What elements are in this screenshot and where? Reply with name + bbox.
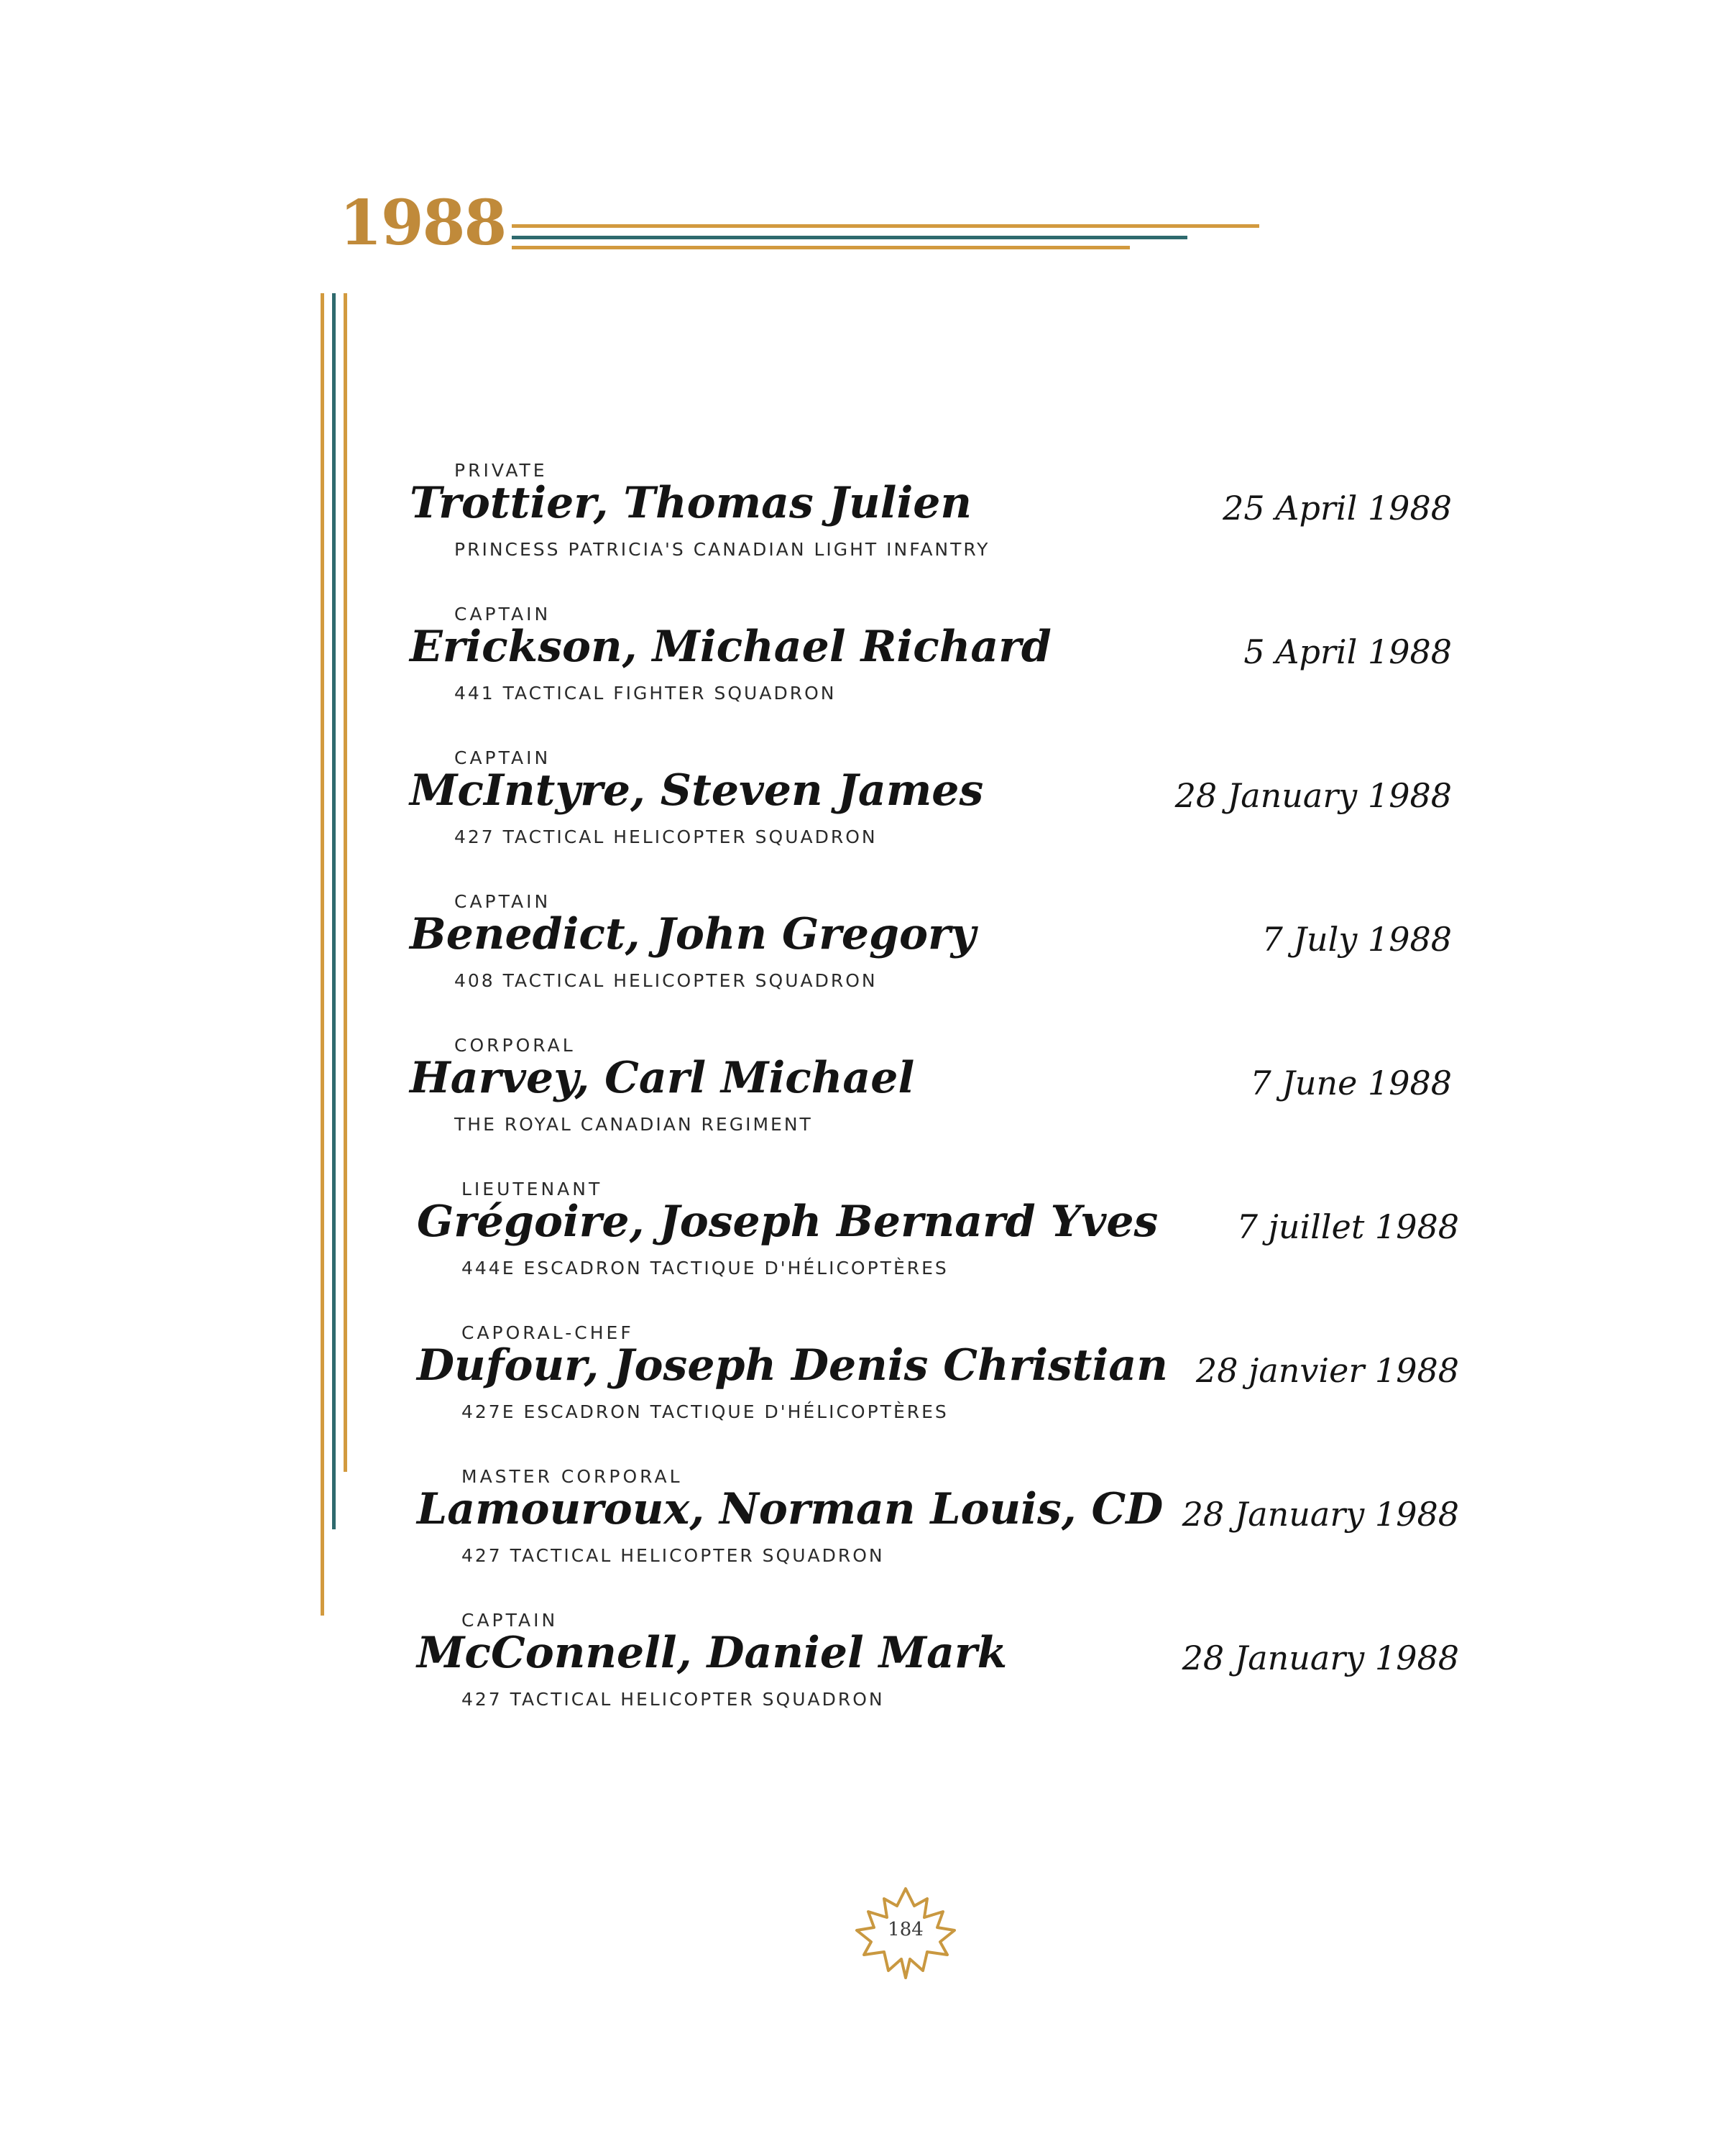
entry-unit: THE ROYAL CANADIAN REGIMENT	[454, 1114, 813, 1135]
entry-rank: CAPTAIN	[454, 747, 551, 768]
entry-name: Harvey, Carl Michael	[410, 1053, 915, 1103]
entry-unit: 427 TACTICAL HELICOPTER SQUADRON	[461, 1545, 885, 1566]
entry-name: Grégoire, Joseph Bernard Yves	[417, 1197, 1159, 1247]
entry-unit: 427E ESCADRON TACTIQUE D'HÉLICOPTÈRES	[461, 1401, 949, 1422]
page-number: 184	[888, 1919, 924, 1940]
entry-name: Dufour, Joseph Denis Christian	[417, 1340, 1168, 1391]
entry-date: 28 January 1988	[1182, 1639, 1459, 1677]
entry-rank: CAPTAIN	[454, 604, 551, 625]
entry-name: Trottier, Thomas Julien	[410, 478, 972, 528]
memorial-entry	[417, 1179, 1459, 1301]
entry-rank: CAPORAL-CHEF	[461, 1322, 634, 1343]
memorial-entry	[410, 604, 1452, 726]
memorial-entry	[410, 891, 1452, 1013]
memorial-entry	[417, 1322, 1459, 1445]
entry-rank: MASTER CORPORAL	[461, 1466, 683, 1487]
year-heading: 1988	[339, 187, 506, 259]
header-rule-gold-top	[512, 224, 1259, 228]
header-rule-teal	[512, 236, 1187, 239]
entry-date: 7 June 1988	[1250, 1064, 1452, 1102]
margin-rule-gold-outer	[321, 293, 324, 1616]
entry-unit: 427 TACTICAL HELICOPTER SQUADRON	[461, 1689, 885, 1710]
entry-date: 7 juillet 1988	[1236, 1207, 1459, 1246]
entry-date: 28 janvier 1988	[1195, 1351, 1459, 1390]
entry-name: Erickson, Michael Richard	[410, 622, 1052, 672]
entry-unit: 441 TACTICAL FIGHTER SQUADRON	[454, 683, 837, 704]
entry-rank: CAPTAIN	[454, 891, 551, 912]
entry-rank: PRIVATE	[454, 460, 548, 481]
header-rule-gold-bottom	[512, 246, 1130, 249]
entry-name: Benedict, John Gregory	[410, 909, 976, 959]
memorial-entry	[417, 1610, 1459, 1732]
entry-rank: LIEUTENANT	[461, 1179, 603, 1199]
entry-date: 28 January 1988	[1174, 776, 1452, 815]
entry-date: 5 April 1988	[1243, 632, 1452, 671]
memorial-entry	[410, 747, 1452, 870]
entry-date: 7 July 1988	[1261, 920, 1452, 959]
entry-name: Lamouroux, Norman Louis, CD	[417, 1484, 1164, 1534]
entry-unit: PRINCESS PATRICIA'S CANADIAN LIGHT INFANTRY	[454, 539, 990, 560]
entry-rank: CORPORAL	[454, 1035, 576, 1056]
margin-rule-gold-inner	[344, 293, 347, 1472]
margin-rule-teal	[332, 293, 336, 1529]
entry-name: McIntyre, Steven James	[410, 765, 984, 816]
entry-unit: 427 TACTICAL HELICOPTER SQUADRON	[454, 826, 878, 847]
memorial-entry	[417, 1466, 1459, 1588]
memorial-entry	[410, 460, 1452, 582]
entry-date: 25 April 1988	[1223, 489, 1452, 528]
page-number-badge	[848, 1883, 963, 1984]
entry-date: 28 January 1988	[1182, 1495, 1459, 1534]
entry-rank: CAPTAIN	[461, 1610, 558, 1631]
entry-unit: 408 TACTICAL HELICOPTER SQUADRON	[454, 970, 878, 991]
entry-unit: 444E ESCADRON TACTIQUE D'HÉLICOPTÈRES	[461, 1258, 949, 1279]
memorial-entry	[410, 1035, 1452, 1157]
entry-name: McConnell, Daniel Mark	[417, 1628, 1008, 1678]
